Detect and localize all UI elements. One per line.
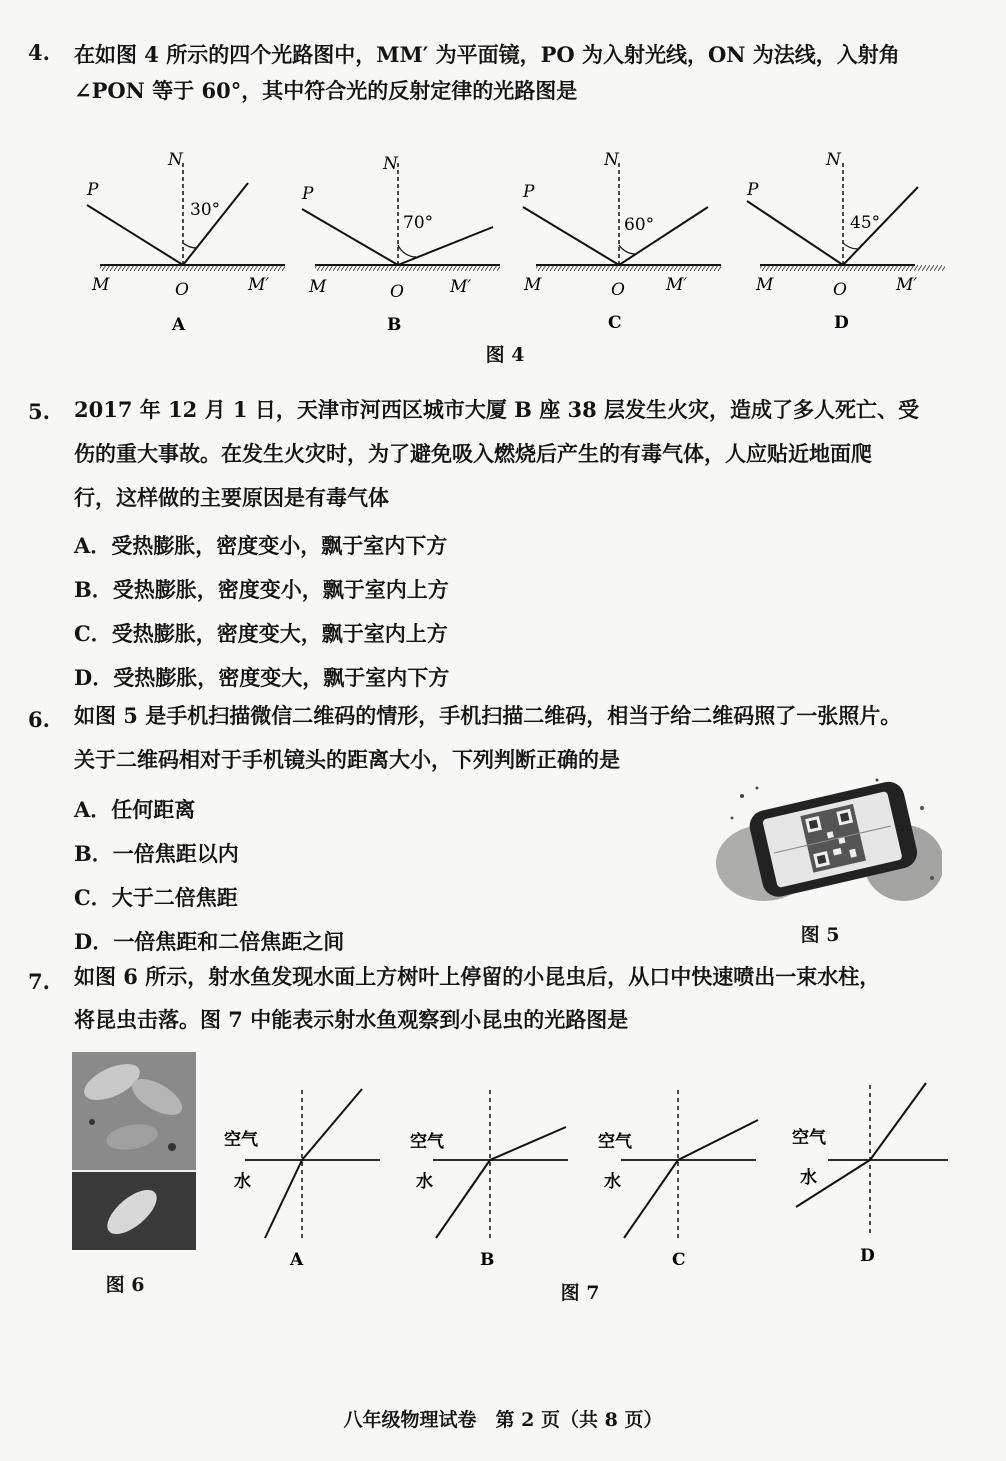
medium-label-water: 水 — [800, 1168, 817, 1188]
refraction-diagram-d — [792, 1083, 948, 1266]
angle-label: 70° — [403, 213, 434, 233]
mirror-end-label: M — [524, 275, 542, 295]
archer-fish-photo — [72, 1052, 196, 1250]
reflection-diagram-a — [86, 150, 285, 335]
question-number: 6. — [28, 707, 50, 732]
answer-option-c[interactable]: C．大于二倍焦距 — [74, 885, 238, 910]
figure-caption: 图 4 — [485, 344, 525, 366]
medium-label-water: 水 — [416, 1172, 433, 1192]
answer-option-c[interactable]: C．受热膨胀，密度变大，飘于室内上方 — [74, 621, 448, 646]
origin-label: O — [390, 282, 404, 302]
medium-label-air: 空气 — [598, 1132, 632, 1152]
reflection-diagram-d — [746, 150, 945, 333]
answer-option-b[interactable]: B．受热膨胀，密度变小，飘于室内上方 — [74, 577, 449, 602]
option-letter: C — [672, 1250, 686, 1270]
incident-point-label: P — [302, 184, 314, 204]
option-letter: D — [860, 1246, 875, 1266]
page-footer: 八年级物理试卷 第 2 页（共 8 页） — [343, 1409, 663, 1431]
answer-option-a[interactable]: A．任何距离 — [74, 797, 196, 822]
answer-option-d[interactable]: D．受热膨胀，密度变大，飘于室内下方 — [74, 665, 450, 690]
question-number: 7. — [28, 969, 50, 994]
question-text-line: 将昆虫击落。图 7 中能表示射水鱼观察到小昆虫的光路图是 — [74, 1007, 629, 1032]
mirror-end-label: M′ — [666, 275, 688, 295]
origin-label: O — [611, 280, 625, 300]
answer-option-a[interactable]: A．受热膨胀，密度变小，飘于室内下方 — [74, 533, 448, 558]
refraction-diagram-b — [410, 1090, 568, 1270]
figure-caption: 图 7 — [560, 1282, 600, 1304]
refraction-diagram-c — [598, 1090, 758, 1270]
question-text-line: 如图 6 所示，射水鱼发现水面上方树叶上停留的小昆虫后，从口中快速喷出一束水柱， — [74, 964, 881, 989]
option-letter: B — [480, 1250, 495, 1270]
answer-option-d[interactable]: D．一倍焦距和二倍焦距之间 — [74, 929, 345, 954]
question-number: 5. — [28, 399, 50, 424]
option-letter: A — [172, 315, 186, 335]
normal-label: N — [383, 154, 398, 174]
normal-label: N — [168, 150, 183, 170]
medium-label-air: 空气 — [410, 1132, 444, 1152]
origin-label: O — [175, 280, 189, 300]
incident-point-label: P — [523, 182, 535, 202]
option-letter: A — [290, 1250, 304, 1270]
question-text-line: 伤的重大事故。在发生火灾时，为了避免吸入燃烧后产生的有毒气体，人应贴近地面爬 — [74, 441, 872, 466]
normal-label: N — [604, 150, 619, 170]
mirror-end-label: M — [756, 275, 774, 295]
option-letter: D — [834, 313, 849, 333]
angle-label: 60° — [624, 215, 655, 235]
question-text-line: 如图 5 是手机扫描微信二维码的情形，手机扫描二维码，相当于给二维码照了一张照片。 — [74, 703, 902, 728]
medium-label-air: 空气 — [792, 1128, 826, 1148]
refraction-diagram-a — [224, 1089, 380, 1270]
incident-point-label: P — [87, 180, 99, 200]
question-text-line: 关于二维码相对于手机镜头的距离大小，下列判断正确的是 — [74, 747, 620, 772]
phone-scanning-qr-photo — [712, 768, 942, 903]
normal-label: N — [826, 150, 841, 170]
option-letter: C — [608, 313, 622, 333]
mirror-end-label: M′ — [896, 275, 918, 295]
figure-7-refraction-diagrams — [220, 1075, 960, 1270]
question-text-line: 行，这样做的主要原因是有毒气体 — [74, 485, 389, 510]
question-text-line: 2017 年 12 月 1 日，天津市河西区城市大厦 B 座 38 层发生火灾，造成了多人死亡、受 — [74, 397, 920, 422]
option-letter: B — [387, 315, 402, 335]
medium-label-water: 水 — [234, 1172, 251, 1192]
figure-caption: 图 6 — [105, 1274, 145, 1296]
reflection-diagram-c — [522, 150, 721, 333]
figure-4-reflection-diagrams — [70, 145, 950, 345]
mirror-end-label: M — [92, 275, 110, 295]
answer-option-b[interactable]: B．一倍焦距以内 — [74, 841, 239, 866]
figure-caption: 图 5 — [800, 924, 840, 946]
mirror-end-label: M — [309, 277, 327, 297]
reflection-diagram-b — [301, 154, 500, 335]
medium-label-water: 水 — [604, 1172, 621, 1192]
origin-label: O — [833, 280, 847, 300]
question-number: 4. — [28, 40, 50, 65]
angle-label: 30° — [190, 200, 221, 220]
angle-label: 45° — [850, 213, 881, 233]
mirror-end-label: M′ — [450, 277, 472, 297]
mirror-end-label: M′ — [248, 275, 270, 295]
question-text-line: ∠PON 等于 60°，其中符合光的反射定律的光路图是 — [74, 78, 578, 103]
question-text-line: 在如图 4 所示的四个光路图中，MM′ 为平面镜，PO 为入射光线，ON 为法线，入射角 — [74, 42, 900, 67]
medium-label-air: 空气 — [224, 1130, 258, 1150]
incident-point-label: P — [747, 180, 759, 200]
